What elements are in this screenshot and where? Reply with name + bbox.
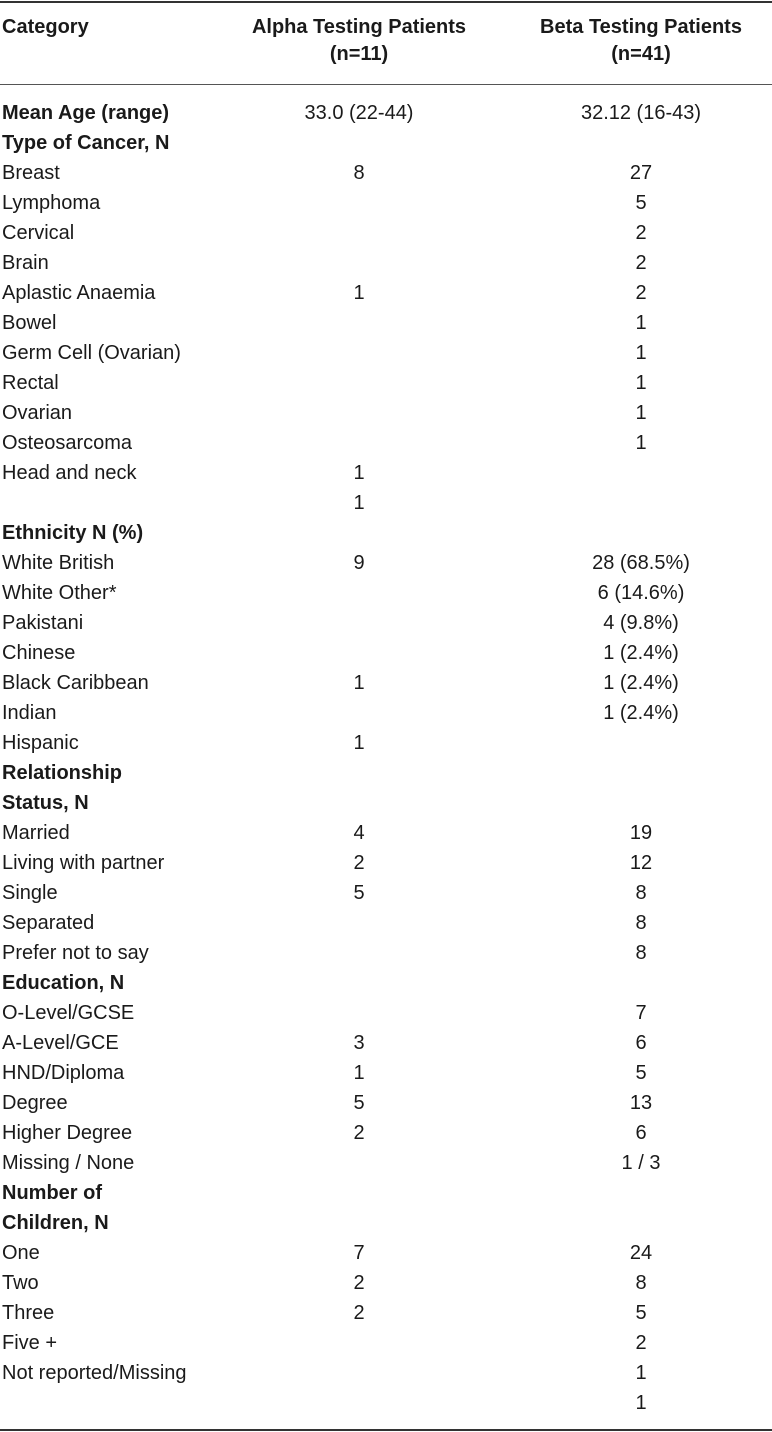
category-cell: Separated	[2, 912, 95, 934]
alpha-cell: 4	[353, 822, 365, 844]
category-cell: Three	[2, 1302, 55, 1324]
category-cell: Not reported/Missing	[2, 1362, 187, 1384]
table-row	[0, 458, 772, 488]
beta-cell: 2	[635, 282, 647, 304]
beta-cell: 6	[635, 1122, 647, 1144]
category-cell: Germ Cell (Ovarian)	[2, 342, 181, 364]
table-row	[0, 1328, 772, 1358]
alpha-cell: 1	[353, 672, 365, 694]
alpha-cell: 1	[353, 282, 365, 304]
category-cell: Higher Degree	[2, 1122, 133, 1144]
category-cell: Married	[2, 822, 70, 844]
beta-cell: 8	[635, 1272, 647, 1294]
category-cell: One	[2, 1242, 40, 1264]
beta-cell: 19	[629, 822, 653, 844]
table-section-row	[0, 758, 772, 788]
table-row	[0, 938, 772, 968]
category-cell: Number of	[2, 1182, 102, 1204]
beta-cell: 8	[635, 882, 647, 904]
table-row	[0, 548, 772, 578]
alpha-cell: 1	[353, 1062, 365, 1084]
beta-cell: 1	[635, 1392, 647, 1414]
category-cell: Brain	[2, 252, 49, 274]
category-cell: Ethnicity N (%)	[2, 522, 144, 544]
alpha-cell: 2	[353, 852, 365, 874]
category-cell: Chinese	[2, 642, 76, 664]
table-row	[0, 1058, 772, 1088]
alpha-cell: 8	[353, 162, 365, 184]
table-row	[0, 878, 772, 908]
beta-cell: 4 (9.8%)	[603, 612, 679, 634]
beta-cell: 8	[635, 942, 647, 964]
beta-cell: 1 / 3	[621, 1152, 661, 1174]
beta-cell: 1	[635, 342, 647, 364]
table-row	[0, 1358, 772, 1388]
table-row	[0, 278, 772, 308]
beta-cell: 13	[629, 1092, 653, 1114]
table-section-row	[0, 788, 772, 818]
alpha-cell: 7	[353, 1242, 365, 1264]
category-cell: Status, N	[2, 792, 89, 814]
beta-cell: 1	[635, 1362, 647, 1384]
beta-cell: 5	[635, 1302, 647, 1324]
category-cell: O-Level/GCSE	[2, 1002, 135, 1024]
alpha-cell: 1	[353, 732, 365, 754]
table-row	[0, 428, 772, 458]
table-row	[0, 338, 772, 368]
alpha-cell: 33.0 (22-44)	[304, 102, 414, 124]
category-cell: Relationship	[2, 762, 123, 784]
header-category-line: Category	[2, 16, 89, 38]
table-section-row	[0, 518, 772, 548]
header-alpha-line-2: (n=11)	[329, 43, 389, 65]
category-cell: Two	[2, 1272, 39, 1294]
table-row	[0, 158, 772, 188]
table-section-row	[0, 1178, 772, 1208]
alpha-cell: 2	[353, 1302, 365, 1324]
beta-cell: 6 (14.6%)	[597, 582, 685, 604]
category-cell: Aplastic Anaemia	[2, 282, 156, 304]
table-row	[0, 698, 772, 728]
table-row	[0, 1238, 772, 1268]
beta-cell: 7	[635, 1002, 647, 1024]
table-row	[0, 1298, 772, 1328]
category-cell: Five +	[2, 1332, 58, 1354]
category-cell: Indian	[2, 702, 57, 724]
category-cell: Lymphoma	[2, 192, 101, 214]
table-section-row	[0, 98, 772, 128]
beta-cell: 1 (2.4%)	[603, 672, 679, 694]
alpha-cell: 9	[353, 552, 365, 574]
table-body	[0, 98, 772, 1418]
table-row	[0, 728, 772, 758]
table-row	[0, 1028, 772, 1058]
table-row	[0, 908, 772, 938]
beta-cell: 27	[629, 162, 653, 184]
category-cell: Degree	[2, 1092, 68, 1114]
table-section-row	[0, 1208, 772, 1238]
beta-cell: 2	[635, 222, 647, 244]
category-cell: Single	[2, 882, 58, 904]
beta-cell: 1	[635, 402, 647, 424]
category-cell: White Other*	[2, 582, 117, 604]
category-cell: Children, N	[2, 1212, 109, 1234]
category-cell: Prefer not to say	[2, 942, 149, 964]
category-cell: Education, N	[2, 972, 125, 994]
table-row	[0, 308, 772, 338]
table-row	[0, 188, 772, 218]
beta-cell: 5	[635, 1062, 647, 1084]
category-cell: Head and neck	[2, 462, 137, 484]
alpha-cell: 1	[353, 492, 365, 514]
header-beta	[510, 14, 772, 68]
beta-cell: 12	[629, 852, 653, 874]
category-cell: Black Caribbean	[2, 672, 149, 694]
table-row	[0, 818, 772, 848]
table-bottom-rule	[0, 1429, 772, 1431]
beta-cell: 1 (2.4%)	[603, 702, 679, 724]
table-row	[0, 488, 772, 518]
header-beta-line-1: Beta Testing Patients	[540, 16, 742, 38]
category-cell: A-Level/GCE	[2, 1032, 119, 1054]
category-cell: Missing / None	[2, 1152, 135, 1174]
alpha-cell: 5	[353, 882, 365, 904]
table-row	[0, 608, 772, 638]
table-header-rule	[0, 84, 772, 85]
beta-cell: 32.12 (16-43)	[580, 102, 702, 124]
table-row	[0, 668, 772, 698]
table-row	[0, 1118, 772, 1148]
beta-cell: 2	[635, 252, 647, 274]
alpha-cell: 5	[353, 1092, 365, 1114]
alpha-cell: 1	[353, 462, 365, 484]
category-cell: Osteosarcoma	[2, 432, 133, 454]
table-row	[0, 1268, 772, 1298]
category-cell: Mean Age (range)	[2, 102, 170, 124]
alpha-cell: 2	[353, 1272, 365, 1294]
table-row	[0, 1148, 772, 1178]
beta-cell: 1 (2.4%)	[603, 642, 679, 664]
table-row	[0, 368, 772, 398]
beta-cell: 1	[635, 372, 647, 394]
alpha-cell: 3	[353, 1032, 365, 1054]
table-row	[0, 218, 772, 248]
table-section-row	[0, 968, 772, 998]
table-row	[0, 848, 772, 878]
table-header-row	[0, 14, 772, 74]
beta-cell: 1	[635, 312, 647, 334]
table-row	[0, 578, 772, 608]
category-cell: Bowel	[2, 312, 57, 334]
category-cell: Breast	[2, 162, 60, 184]
beta-cell: 28 (68.5%)	[592, 552, 690, 574]
category-cell: White British	[2, 552, 115, 574]
beta-cell: 2	[635, 1332, 647, 1354]
table-row	[0, 1088, 772, 1118]
header-alpha	[232, 14, 486, 68]
beta-cell: 6	[635, 1032, 647, 1054]
beta-cell: 5	[635, 192, 647, 214]
alpha-cell: 2	[353, 1122, 365, 1144]
category-cell: Ovarian	[2, 402, 73, 424]
table-row	[0, 1388, 772, 1418]
table-section-row	[0, 128, 772, 158]
beta-cell: 8	[635, 912, 647, 934]
category-cell: Living with partner	[2, 852, 165, 874]
category-cell: Cervical	[2, 222, 75, 244]
header-beta-line-2: (n=41)	[611, 43, 671, 65]
table-row	[0, 248, 772, 278]
category-cell: HND/Diploma	[2, 1062, 125, 1084]
beta-cell: 24	[629, 1242, 653, 1264]
category-cell: Rectal	[2, 372, 59, 394]
table-row	[0, 998, 772, 1028]
category-cell: Pakistani	[2, 612, 84, 634]
table-row	[0, 398, 772, 428]
header-category	[2, 14, 232, 41]
header-alpha-line-1: Alpha Testing Patients	[251, 16, 467, 38]
category-cell: Type of Cancer, N	[2, 132, 170, 154]
table-row	[0, 638, 772, 668]
beta-cell: 1	[635, 432, 647, 454]
table-top-rule	[0, 1, 772, 3]
category-cell: Hispanic	[2, 732, 79, 754]
